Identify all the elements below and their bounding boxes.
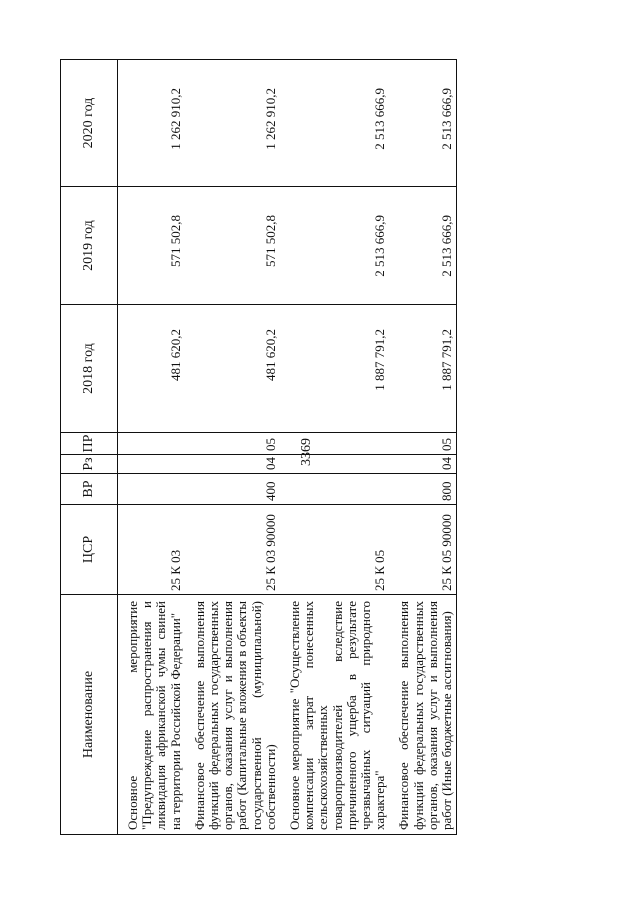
row-name: Финансовое обеспечение выполнения функций федеральных государственных органов, оказания услуг и выполнения работ (Капитальные вложения в объекты государственной (муниципальной) собственности) <box>185 595 280 835</box>
row-vr <box>280 474 389 505</box>
row-pr: 05 <box>389 433 456 455</box>
row-2020: 1 262 910,2 <box>118 60 185 187</box>
row-2018: 481 620,2 <box>118 305 185 433</box>
table-header-row <box>61 60 118 835</box>
row-name: Основное мероприятие "Осуществление компенсации затрат понесенных сельскохозяйственных товаропроизводителей вследствие причиненного ущерба в результате чрезвычайных ситуаций природного характера" <box>280 595 389 835</box>
row-vr <box>118 474 185 505</box>
header-2020: 2020 год <box>61 60 118 187</box>
row-pr <box>280 433 389 455</box>
row-2019: 2 513 666,9 <box>280 187 389 305</box>
row-rz: 04 <box>185 455 280 474</box>
row-2019: 571 502,8 <box>185 187 280 305</box>
row-rz <box>280 455 389 474</box>
row-2018: 1 887 791,2 <box>280 305 389 433</box>
row-rz: 04 <box>389 455 456 474</box>
table-row <box>389 60 456 835</box>
header-rz: Рз <box>61 455 118 474</box>
table-row <box>185 60 280 835</box>
budget-table-page <box>60 60 580 835</box>
row-name: Финансовое обеспечение выполнения функций федеральных государственных органов, оказания услуг и выполнения работ (Иные бюджетные ассигнования) <box>389 595 456 835</box>
row-2018: 481 620,2 <box>185 305 280 433</box>
row-csr: 25 К 03 90000 <box>185 505 280 595</box>
row-vr: 400 <box>185 474 280 505</box>
row-rz <box>118 455 185 474</box>
page-number: 3369 <box>299 438 314 466</box>
row-vr: 800 <box>389 474 456 505</box>
row-csr: 25 К 05 90000 <box>389 505 456 595</box>
row-csr: 25 К 05 <box>280 505 389 595</box>
row-2020: 2 513 666,9 <box>280 60 389 187</box>
header-vr: ВР <box>61 474 118 505</box>
table-row <box>280 60 389 835</box>
row-csr: 25 К 03 <box>118 505 185 595</box>
row-name: Основное мероприятие "Предупреждение распространения и ликвидация африканской чумы свиней на территории Российской Федерации" <box>118 595 185 835</box>
row-2019: 2 513 666,9 <box>389 187 456 305</box>
row-2020: 1 262 910,2 <box>185 60 280 187</box>
header-csr: ЦСР <box>61 505 118 595</box>
header-pr: ПР <box>61 433 118 455</box>
header-2019: 2019 год <box>61 187 118 305</box>
table-row <box>118 60 185 835</box>
budget-table <box>60 59 457 835</box>
row-2018: 1 887 791,2 <box>389 305 456 433</box>
header-name: Наименование <box>61 595 118 835</box>
header-2018: 2018 год <box>61 305 118 433</box>
row-2019: 571 502,8 <box>118 187 185 305</box>
row-pr <box>118 433 185 455</box>
row-2020: 2 513 666,9 <box>389 60 456 187</box>
row-pr: 05 <box>185 433 280 455</box>
